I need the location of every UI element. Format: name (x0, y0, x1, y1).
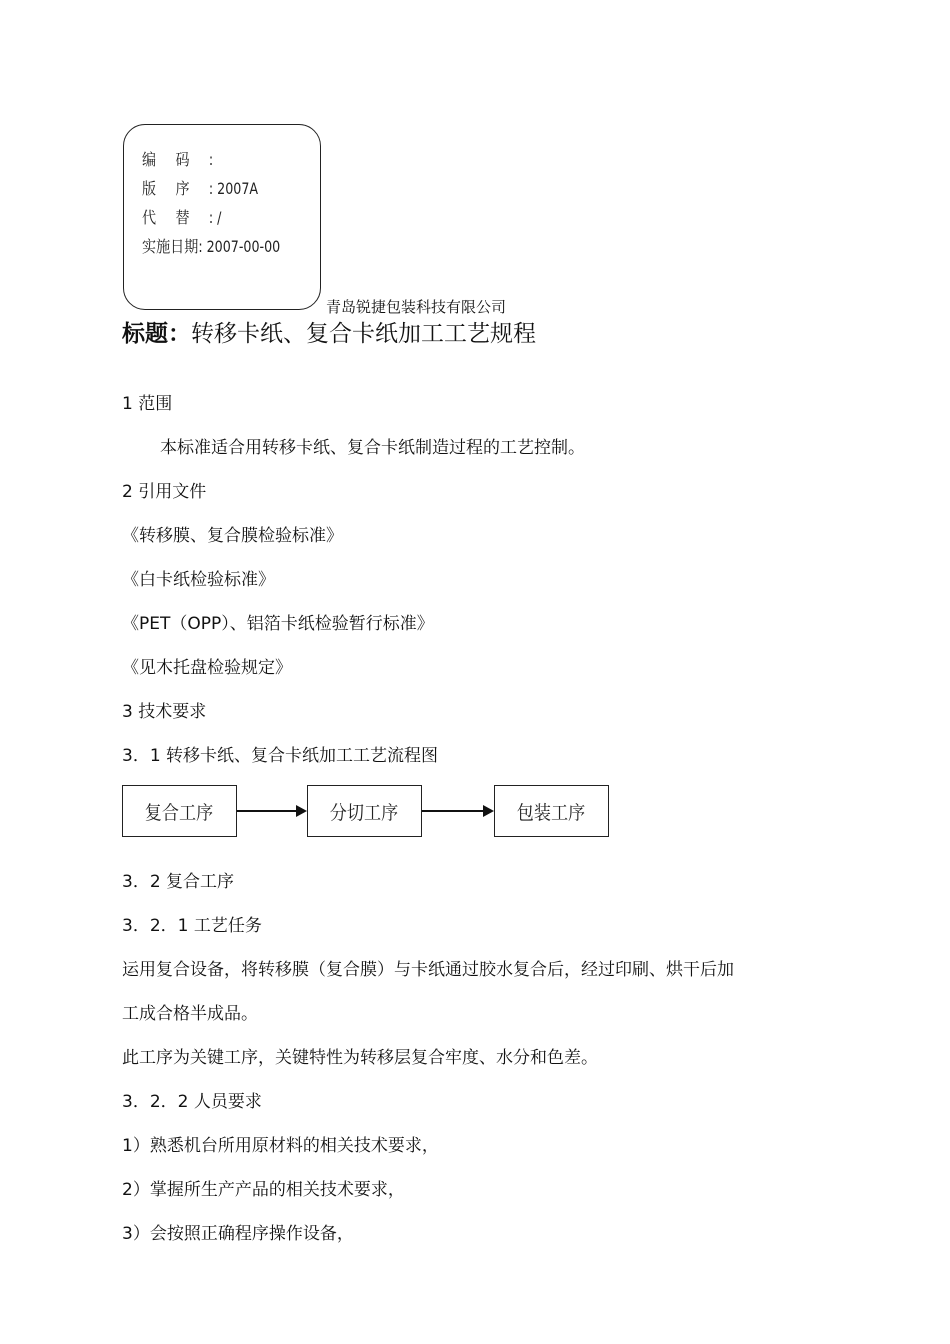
arrow-right-icon (483, 805, 494, 817)
section-1-heading: 1 范围 (122, 394, 173, 414)
requirement-item: 1）熟悉机台所用原材料的相关技术要求， (122, 1136, 439, 1156)
document-title (122, 315, 536, 348)
code-value: : (208, 150, 214, 169)
reference-item: 《PET（OPP）、铝箔卡纸检验暂行标准》 (122, 614, 434, 634)
task-text-line-1: 运用复合设备，将转移膜（复合膜）与卡纸通过胶水复合后，经过印刷、烘干后加 (122, 960, 734, 980)
replace-label: 代替 (142, 208, 209, 227)
flow-arrow-line (237, 810, 297, 812)
flow-step-label: 复合工序 (145, 801, 214, 824)
section-3-heading: 3 技术要求 (122, 702, 207, 722)
version-label: 版序 (142, 179, 209, 198)
flow-step-slitting (307, 785, 422, 837)
section-3-2-1-heading: 3．2．1 工艺任务 (122, 916, 262, 936)
flow-arrow-line (422, 810, 484, 812)
section-2-heading: 2 引用文件 (122, 482, 207, 502)
section-1-text: 本标准适合用转移卡纸、复合卡纸制造过程的工艺控制。 (160, 438, 585, 458)
code-row (142, 147, 213, 170)
section-3-1-heading: 3．1 转移卡纸、复合卡纸加工工艺流程图 (122, 746, 439, 766)
flow-step-label: 分切工序 (330, 801, 399, 824)
task-text-line-3: 此工序为关键工序，关键特性为转移层复合牢度、水分和色差。 (122, 1048, 598, 1068)
reference-item: 《见木托盘检验规定》 (122, 658, 292, 678)
flow-step-label: 包装工序 (517, 801, 586, 824)
replace-value: : / (208, 208, 222, 227)
requirement-item: 2）掌握所生产产品的相关技术要求， (122, 1180, 405, 1200)
code-label: 编码 (142, 150, 209, 169)
arrow-right-icon (296, 805, 307, 817)
requirement-item: 3）会按照正确程序操作设备， (122, 1224, 354, 1244)
version-value: : 2007A (208, 179, 259, 198)
section-3-2-heading: 3．2 复合工序 (122, 872, 235, 892)
date-row (142, 234, 280, 257)
flow-step-compound (122, 785, 237, 837)
replace-row (142, 205, 221, 228)
flow-step-packing (494, 785, 609, 837)
title-text: 转移卡纸、复合卡纸加工工艺规程 (191, 321, 536, 347)
version-row (142, 176, 258, 199)
task-text-line-2: 工成合格半成品。 (122, 1004, 258, 1024)
title-label: 标题： (122, 321, 191, 347)
date-label: 实施日期 (142, 237, 199, 256)
reference-item: 《转移膜、复合膜检验标准》 (122, 526, 343, 546)
document-info-box (123, 124, 321, 310)
reference-item: 《白卡纸检验标准》 (122, 570, 275, 590)
date-value: : 2007-00-00 (198, 237, 281, 256)
company-name: 青岛锐捷包装科技有限公司 (326, 298, 507, 316)
section-3-2-2-heading: 3．2．2 人员要求 (122, 1092, 262, 1112)
